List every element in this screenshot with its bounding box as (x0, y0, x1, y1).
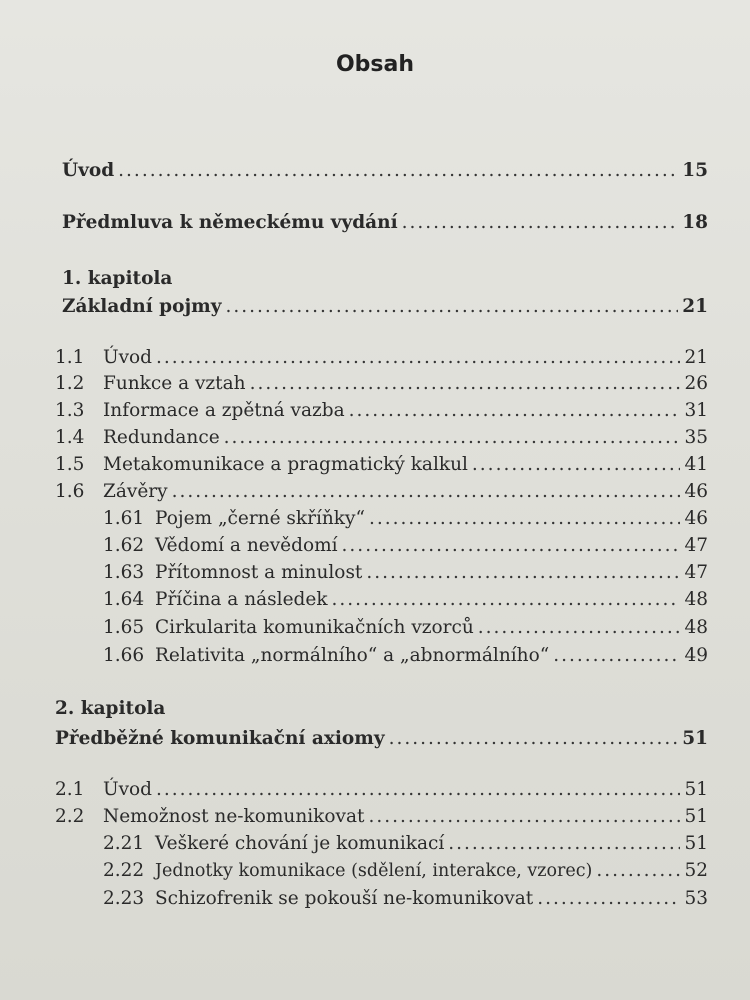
section-1-2 (55, 373, 708, 394)
chapter-2-heading: 2. kapitola (55, 698, 166, 719)
dot-leader (366, 562, 680, 583)
page-title: Obsah (335, 52, 415, 77)
dot-leader (332, 589, 681, 610)
subsection-1-61 (103, 508, 708, 529)
section-page: 48 (684, 617, 708, 638)
toc-entry-page: 18 (682, 212, 708, 233)
section-label: Redundance (103, 427, 220, 448)
dot-leader (478, 617, 681, 638)
dot-leader (537, 888, 680, 909)
section-number: 1.4 (55, 427, 85, 448)
section-number: 2.1 (55, 779, 85, 800)
section-2-2 (55, 806, 708, 827)
subsection-1-64 (103, 589, 708, 610)
section-page: 48 (684, 589, 708, 610)
section-number: 1.2 (55, 373, 85, 394)
dot-leader (342, 535, 681, 556)
section-page: 31 (684, 400, 708, 421)
subsection-1-65 (103, 617, 708, 638)
section-number: 2.2 (55, 806, 85, 827)
section-label: Vědomí a nevědomí (155, 535, 338, 556)
section-number: 1.64 (103, 589, 145, 610)
dot-leader (172, 481, 681, 502)
section-page: 47 (684, 562, 708, 583)
dot-leader (553, 645, 680, 666)
subsection-1-62 (103, 535, 708, 556)
section-number: 1.5 (55, 454, 85, 475)
section-label: Cirkularita komunikačních vzorců (155, 617, 474, 638)
section-page: 35 (684, 427, 708, 448)
section-page: 47 (684, 535, 708, 556)
section-number: 1.66 (103, 645, 145, 666)
dot-leader (250, 373, 681, 394)
section-label: Schizofrenik se pokouší ne-komunikovat (155, 888, 534, 909)
section-number: 1.3 (55, 400, 85, 421)
dot-leader (349, 400, 681, 421)
section-number: 1.65 (103, 617, 145, 638)
section-1-1 (55, 347, 708, 368)
chapter-2-title-entry (55, 728, 708, 749)
section-1-3 (55, 400, 708, 421)
dot-leader (472, 454, 681, 475)
subsection-1-63 (103, 562, 708, 583)
section-page: 53 (684, 888, 708, 909)
toc-entry-label: Předmluva k německému vydání (62, 212, 398, 233)
chapter-1-page: 21 (682, 296, 708, 317)
section-page: 46 (684, 481, 708, 502)
section-number: 2.23 (103, 888, 145, 909)
section-label: Veškeré chování je komunikací (155, 833, 445, 854)
toc-entry-predmluva (62, 212, 708, 233)
chapter-2-page: 51 (682, 728, 708, 749)
dot-leader (156, 347, 680, 368)
section-page: 52 (684, 860, 708, 881)
section-number: 1.1 (55, 347, 85, 368)
dot-leader (118, 160, 678, 181)
dot-leader (402, 212, 679, 233)
section-label: Přítomnost a minulost (155, 562, 363, 583)
chapter-1-heading: 1. kapitola (62, 268, 173, 289)
section-1-6 (55, 481, 708, 502)
section-label: Funkce a vztah (103, 373, 246, 394)
toc-entry-uvod (62, 160, 708, 181)
dot-leader (596, 860, 680, 881)
section-page: 46 (684, 508, 708, 529)
subsection-2-21 (103, 833, 708, 854)
dot-leader (369, 508, 681, 529)
section-label: Závěry (103, 481, 168, 502)
section-2-1 (55, 779, 708, 800)
section-page: 49 (684, 645, 708, 666)
section-label: Jednotky komunikace (sdělení, interakce, vzorec) (155, 861, 593, 881)
chapter-2-title: Předběžné komunikační axiomy (55, 728, 385, 749)
dot-leader (156, 779, 680, 800)
section-label: Informace a zpětná vazba (103, 400, 345, 421)
dot-leader (368, 806, 680, 827)
section-number: 1.63 (103, 562, 145, 583)
section-label: Metakomunikace a pragmatický kalkul (103, 454, 468, 475)
subsection-2-23 (103, 888, 708, 909)
dot-leader (224, 427, 681, 448)
dot-leader (225, 296, 678, 317)
subsection-2-22 (103, 860, 708, 881)
section-label: Pojem „černé skříňky“ (155, 508, 365, 529)
section-label: Úvod (103, 779, 153, 800)
section-page: 26 (684, 373, 708, 394)
section-label: Příčina a následek (155, 589, 328, 610)
section-1-4 (55, 427, 708, 448)
dot-leader (389, 728, 679, 749)
dot-leader (448, 833, 680, 854)
section-page: 21 (684, 347, 708, 368)
section-page: 41 (684, 454, 708, 475)
toc-entry-label: Úvod (62, 160, 115, 181)
section-number: 1.61 (103, 508, 145, 529)
section-number: 2.22 (103, 860, 145, 881)
section-page: 51 (684, 833, 708, 854)
subsection-1-66 (103, 645, 708, 666)
section-label: Úvod (103, 347, 153, 368)
chapter-1-title-entry (62, 296, 708, 317)
section-number: 1.62 (103, 535, 145, 556)
section-page: 51 (684, 806, 708, 827)
section-number: 2.21 (103, 833, 145, 854)
section-label: Nemožnost ne-komunikovat (103, 806, 365, 827)
section-page: 51 (684, 779, 708, 800)
chapter-1-title: Základní pojmy (62, 296, 222, 317)
section-number: 1.6 (55, 481, 85, 502)
toc-entry-page: 15 (682, 160, 708, 181)
section-label: Relativita „normálního“ a „abnormálního“ (155, 645, 550, 666)
section-1-5 (55, 454, 708, 475)
